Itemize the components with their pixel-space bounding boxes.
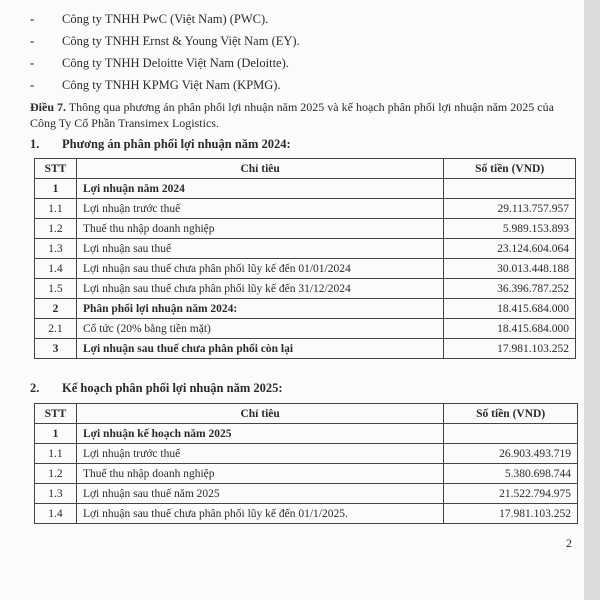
header-item: Chỉ tiêu <box>76 159 443 179</box>
cell-item: Lợi nhuận sau thuế chưa phân phối lũy kế đến 31/12/2024 <box>76 279 443 299</box>
table-row <box>35 279 576 299</box>
section-number: 2. <box>30 381 40 395</box>
list-item <box>30 74 550 96</box>
table-row <box>35 444 578 464</box>
cell-amount: 17.981.103.252 <box>444 339 576 359</box>
cell-stt: 1.4 <box>35 259 77 279</box>
cell-stt: 1.1 <box>35 199 77 219</box>
section-title: Phương án phân phối lợi nhuận năm 2024: <box>62 137 291 151</box>
header-stt: STT <box>35 159 77 179</box>
auditor-name: Công ty TNHH KPMG Việt Nam (KPMG). <box>62 77 281 92</box>
cell-amount <box>444 424 578 444</box>
cell-amount: 26.903.493.719 <box>444 444 578 464</box>
section-2-heading <box>30 381 283 396</box>
section-number: 1. <box>30 137 40 151</box>
cell-amount: 5.989.153.893 <box>444 219 576 239</box>
table-header-row <box>35 159 576 179</box>
cell-item: Thuế thu nhập doanh nghiệp <box>76 219 443 239</box>
article-label: Điều 7. <box>30 100 66 114</box>
cell-stt: 1 <box>35 424 77 444</box>
list-item <box>30 52 550 74</box>
list-item <box>30 30 550 52</box>
header-stt: STT <box>35 404 77 424</box>
cell-stt: 1.4 <box>35 504 77 524</box>
table-header-row <box>35 404 578 424</box>
profit-plan-2025-table <box>34 403 578 524</box>
cell-item: Lợi nhuận trước thuế <box>76 199 443 219</box>
cell-amount: 30.013.448.188 <box>444 259 576 279</box>
table-row <box>35 219 576 239</box>
table-row <box>35 259 576 279</box>
cell-item: Lợi nhuận sau thuế chưa phân phối còn lại <box>76 339 443 359</box>
header-amount: Số tiền (VND) <box>444 404 578 424</box>
cell-amount: 36.396.787.252 <box>444 279 576 299</box>
header-amount: Số tiền (VND) <box>444 159 576 179</box>
table-row <box>35 319 576 339</box>
page-number: 2 <box>566 536 572 550</box>
cell-amount: 18.415.684.000 <box>444 299 576 319</box>
cell-amount: 29.113.757.957 <box>444 199 576 219</box>
auditor-name: Công ty TNHH Ernst & Young Việt Nam (EY). <box>62 33 300 48</box>
cell-stt: 1.5 <box>35 279 77 299</box>
cell-item: Lợi nhuận sau thuế năm 2025 <box>76 484 443 504</box>
cell-stt: 3 <box>35 339 77 359</box>
cell-item: Thuế thu nhập doanh nghiệp <box>76 464 443 484</box>
cell-item: Phân phối lợi nhuận năm 2024: <box>76 299 443 319</box>
table-row <box>35 299 576 319</box>
article-text: Thông qua phương án phân phối lợi nhuận năm 2025 và kế hoạch phân phối lợi nhuận năm 2025 của Công Ty Cổ Phần Transimex Logistics. <box>30 100 554 130</box>
cell-item: Lợi nhuận kế hoạch năm 2025 <box>76 424 443 444</box>
cell-stt: 1.3 <box>35 239 77 259</box>
profit-distribution-2024-table <box>34 158 576 359</box>
header-item: Chỉ tiêu <box>76 404 443 424</box>
auditor-name: Công ty TNHH Deloitte Việt Nam (Deloitte). <box>62 55 289 70</box>
section-title: Kế hoạch phân phối lợi nhuận năm 2025: <box>62 381 283 395</box>
cell-amount: 18.415.684.000 <box>444 319 576 339</box>
list-item <box>30 8 550 30</box>
table-row <box>35 199 576 219</box>
table-row <box>35 179 576 199</box>
bullet-dash: - <box>30 11 35 26</box>
cell-stt: 2 <box>35 299 77 319</box>
cell-item: Lợi nhuận năm 2024 <box>76 179 443 199</box>
table-row <box>35 339 576 359</box>
section-1-heading <box>30 137 291 152</box>
table-row <box>35 239 576 259</box>
cell-item: Lợi nhuận trước thuế <box>76 444 443 464</box>
cell-amount: 23.124.604.064 <box>444 239 576 259</box>
bullet-dash: - <box>30 55 35 70</box>
auditor-list <box>30 8 550 96</box>
cell-stt: 1.2 <box>35 219 77 239</box>
table-row <box>35 484 578 504</box>
cell-amount: 21.522.794.975 <box>444 484 578 504</box>
table-row <box>35 464 578 484</box>
article-7-paragraph <box>30 99 578 131</box>
table-row <box>35 424 578 444</box>
cell-item: Lợi nhuận sau thuế chưa phân phối lũy kế đến 01/1/2025. <box>76 504 443 524</box>
page-edge-shadow <box>584 0 600 600</box>
cell-stt: 1.1 <box>35 444 77 464</box>
cell-stt: 1.3 <box>35 484 77 504</box>
bullet-dash: - <box>30 33 35 48</box>
cell-item: Cổ tức (20% bằng tiền mặt) <box>76 319 443 339</box>
cell-stt: 1.2 <box>35 464 77 484</box>
table-row <box>35 504 578 524</box>
cell-stt: 2.1 <box>35 319 77 339</box>
bullet-dash: - <box>30 77 35 92</box>
cell-item: Lợi nhuận sau thuế chưa phân phối lũy kế đến 01/01/2024 <box>76 259 443 279</box>
cell-amount: 17.981.103.252 <box>444 504 578 524</box>
cell-amount <box>444 179 576 199</box>
cell-item: Lợi nhuận sau thuế <box>76 239 443 259</box>
cell-amount: 5.380.698.744 <box>444 464 578 484</box>
auditor-name: Công ty TNHH PwC (Việt Nam) (PWC). <box>62 11 269 26</box>
cell-stt: 1 <box>35 179 77 199</box>
